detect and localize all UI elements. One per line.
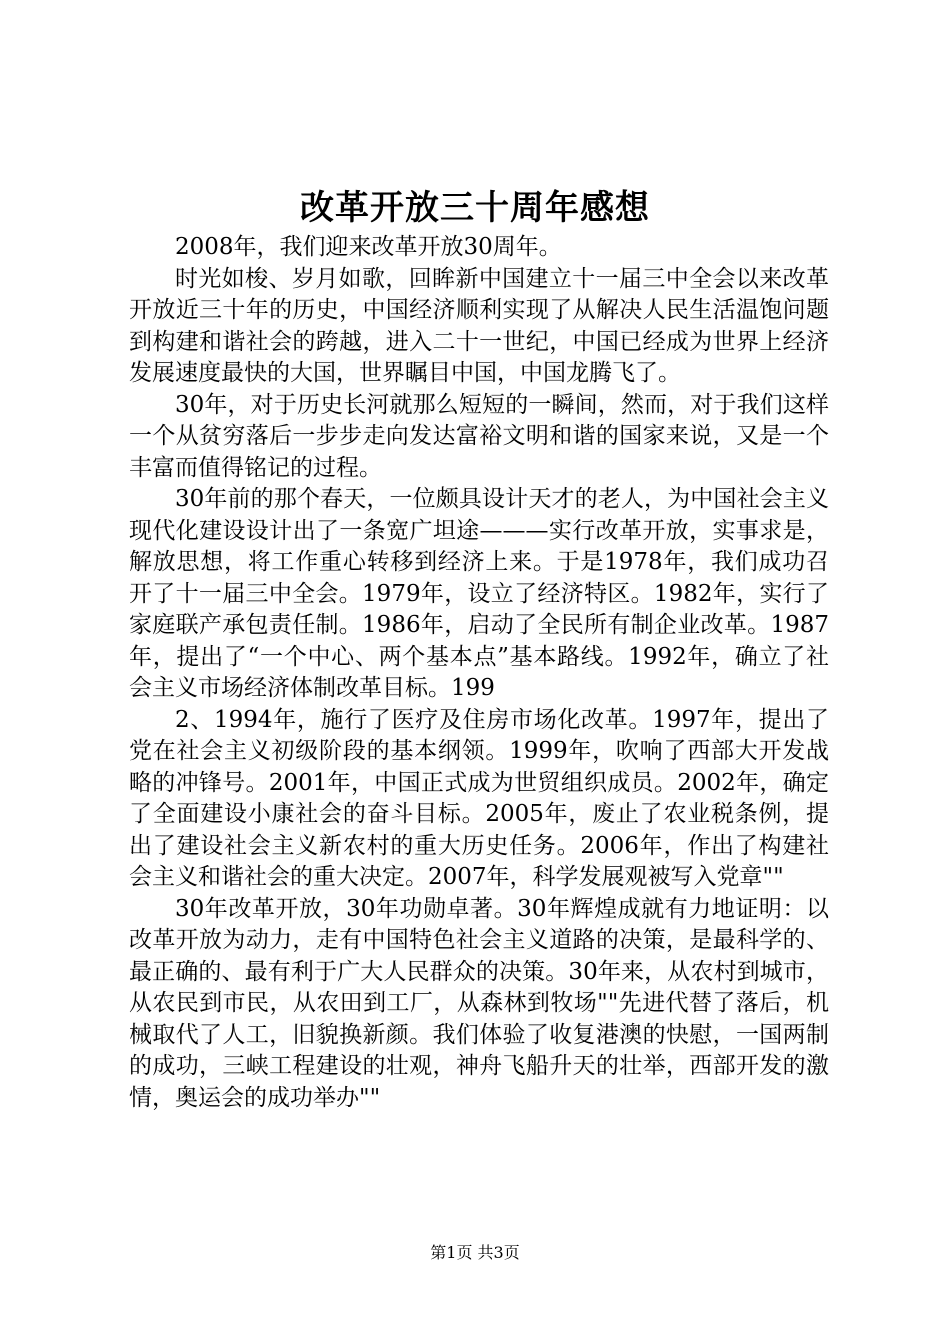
document-body [129, 232, 829, 1114]
paragraph-6: 30年改革开放，30年功勋卓著。30年辉煌成就有力地证明：以改革开放为动力，走有中国特色社会主义道路的决策，是最科学的、最正确的、最有利于广大人民群众的决策。30年来，从农村到城市，从农民到市民，从农田到工厂，从森林到牧场""先进代替了落后，机械取代了人工，旧貌换新颜。我们体验了收复港澳的快慰，一国两制的成功，三峡工程建设的壮观，神舟飞船升天的壮举，西部开发的激情，奥运会的成功举办"" [129, 895, 829, 1111]
paragraph-5: 2、1994年，施行了医疗及住房市场化改革。1997年，提出了党在社会主义初级阶段的基本纲领。1999年，吹响了西部大开发战略的冲锋号。2001年，中国正式成为世贸组织成员。2002年，确定了全面建设小康社会的奋斗目标。2005年，废止了农业税条例，提出了建设社会主义新农村的重大历史任务。2006年，作出了构建社会主义和谐社会的重大决定。2007年，科学发展观被写入党章"" [129, 706, 829, 890]
page-number-footer: 第1页 共3页 [430, 1243, 520, 1262]
paragraph-1: 2008年，我们迎来改革开放30周年。 [175, 234, 562, 260]
document-title: 改革开放三十周年感想 [300, 188, 650, 228]
paragraph-4: 30年前的那个春天，一位颇具设计天才的老人，为中国社会主义现代化建设设计出了一条宽广坦途———实行改革开放，实事求是，解放思想，将工作重心转移到经济上来。于是1978年，我们成功召开了十一届三中全会。1979年，设立了经济特区。1982年，实行了家庭联产承包责任制。1986年，启动了全民所有制企业改革。1987年，提出了“一个中心、两个基本点”基本路线。1992年，确立了社会主义市场经济体制改革目标。199 [129, 486, 829, 701]
paragraph-3: 30年，对于历史长河就那么短短的一瞬间，然而，对于我们这样一个从贫穷落后一步步走向发达富裕文明和谐的国家来说，又是一个丰富而值得铭记的过程。 [129, 391, 829, 481]
paragraph-2: 时光如梭、岁月如歌，回眸新中国建立十一届三中全会以来改革开放近三十年的历史，中国经济顺利实现了从解决人民生活温饱问题到构建和谐社会的跨越，进入二十一世纪，中国已经成为世界上经济发展速度最快的大国，世界瞩目中国，中国龙腾飞了。 [129, 265, 829, 386]
